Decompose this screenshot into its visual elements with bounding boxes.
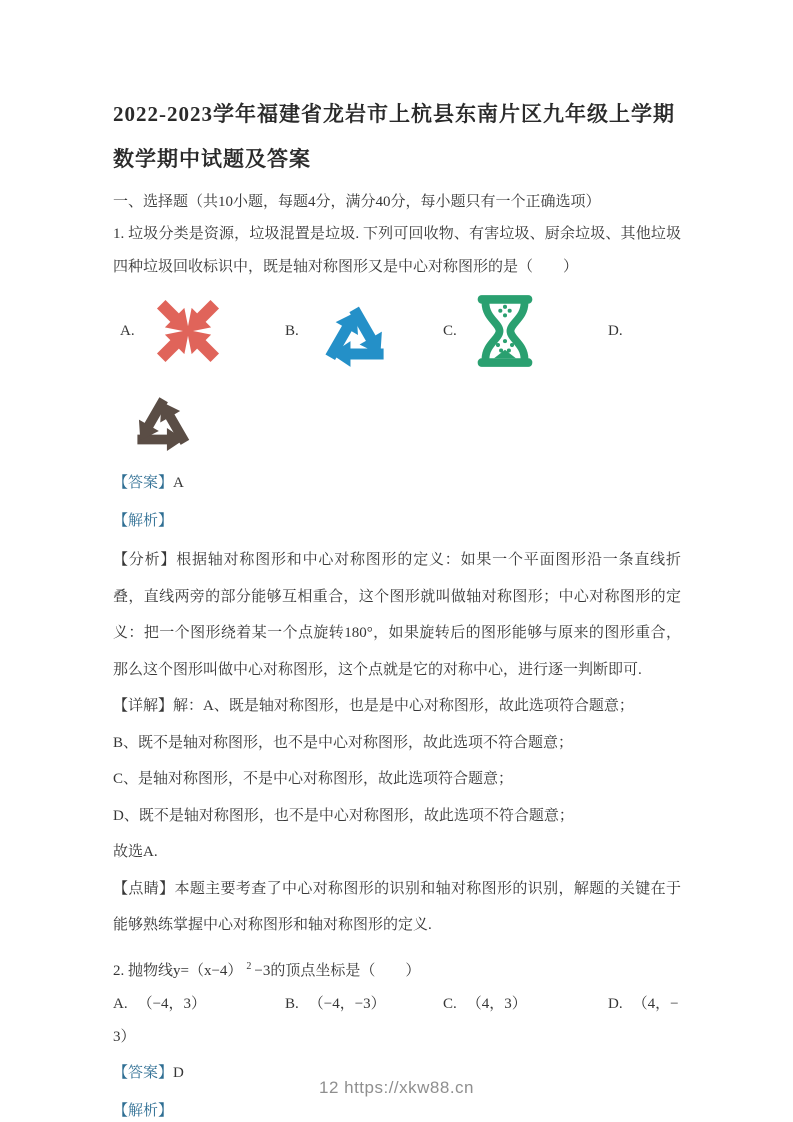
option-d-icon-row	[118, 378, 681, 460]
q1-detail-intro	[113, 688, 681, 725]
section-heading: 一、选择题（共10小题，每题4分，满分40分，每小题只有一个正确选项）	[113, 194, 601, 210]
q2-option-b-label: B.	[285, 995, 299, 1012]
option-a-label: A.	[120, 322, 135, 339]
q1-analysis-paragraph	[113, 542, 681, 688]
q2-option-a-value: （−4，3）	[137, 995, 207, 1012]
q1-detail-intro-text: 解：A、既是轴对称图形，也是是中心对称图形，故此选项符合题意；	[173, 698, 634, 714]
q2-option-d	[608, 988, 681, 1021]
title-line-1: 2022-2023学年福建省龙岩市上杭县东南片区九年级上学期	[113, 102, 675, 126]
q2-option-c	[443, 988, 608, 1021]
title-line-2: 数学期中试题及答案	[113, 147, 311, 171]
q2-answer-value: D	[173, 1064, 184, 1081]
page-title	[113, 92, 681, 182]
q1-note-head: 【点睛】	[113, 880, 175, 897]
option-b-label: B.	[285, 322, 299, 339]
question-1-text: 1. 垃圾分类是资源，垃圾混置是垃圾. 下列可回收物、有害垃圾、厨余垃圾、其他垃圾四种垃圾回收标识中，既是轴对称图形又是中心对称图形的是（ ）	[113, 226, 681, 275]
q1-answer-value: A	[173, 475, 184, 491]
q2-option-c-label: C.	[443, 995, 457, 1012]
question-1-options-row	[113, 286, 681, 376]
q1-answer-label: 【答案】	[113, 475, 174, 491]
q1-analysis-label: 【解析】	[113, 513, 174, 529]
q2-option-d-label: D.	[608, 995, 623, 1012]
option-d	[608, 323, 681, 340]
q2-option-c-value: （4，3）	[466, 995, 527, 1012]
option-c	[443, 287, 608, 375]
recycle-triangle-blue-icon	[308, 285, 404, 377]
q1-analysis-head: 【分析】	[113, 552, 177, 568]
q2-option-a	[113, 988, 285, 1021]
q2-option-d-wrap: 3）	[113, 1028, 136, 1045]
q1-answer-line	[113, 468, 681, 498]
q2-analysis-label: 【解析】	[113, 1102, 174, 1119]
q1-detail-head: 【详解】	[113, 698, 174, 714]
q2-stem-post: −3的顶点坐标是（ ）	[254, 962, 421, 979]
q1-detail-line-d: D、既不是轴对称图形，也不是中心对称图形，故此选项不符合题意；	[113, 807, 574, 824]
option-b	[285, 285, 443, 377]
q2-option-a-label: A.	[113, 995, 128, 1012]
q1-note-paragraph	[113, 871, 681, 944]
q1-detail-conclusion: 故选A.	[113, 844, 158, 860]
question-2-options-row	[113, 988, 681, 1021]
q2-option-d-value: （4，−	[632, 995, 679, 1012]
q2-option-b	[285, 988, 443, 1021]
q1-detail-line-c: C、是轴对称图形，不是中心对称图形，故此选项符合题意；	[113, 771, 514, 787]
q1-detail-line-b: B、既不是轴对称图形，也不是中心对称图形，故此选项不符合题意；	[113, 734, 574, 751]
option-c-label: C.	[443, 322, 457, 339]
recycle-triangle-brown-icon	[118, 378, 681, 460]
q2-exponent: 2	[246, 960, 252, 972]
q2-option-b-value: （−4，−3）	[308, 995, 386, 1012]
watermark-footer: 12 https://xkw88.cn	[318, 1078, 475, 1097]
q1-note-text: 本题主要考查了中心对称图形的识别和轴对称图形的识别，解题的关键在于能够熟练掌握中心对称图形和轴对称图形的定义.	[113, 880, 681, 933]
question-2-text	[113, 950, 681, 988]
option-a	[113, 288, 285, 374]
hourglass-green-icon	[466, 287, 544, 375]
q1-analysis-text: 根据轴对称图形和中心对称图形的定义：如果一个平面图形沿一条直线折叠，直线两旁的部分能够互相重合，这个图形就叫做轴对称图形；中心对称图形的定义：把一个图形绕着某一个点旋转180°，如果旋转后的图形能够与原来的图形重合，那么这个图形叫做中心对称图形，这个点就是它的对称中心，进行逐一判断即可.	[113, 552, 681, 678]
q2-stem-pre: 2. 抛物线y=（x−4）	[113, 962, 243, 979]
q2-answer-label: 【答案】	[113, 1064, 174, 1081]
four-arrows-converging-red-icon	[144, 288, 232, 374]
option-d-label: D.	[608, 322, 623, 339]
